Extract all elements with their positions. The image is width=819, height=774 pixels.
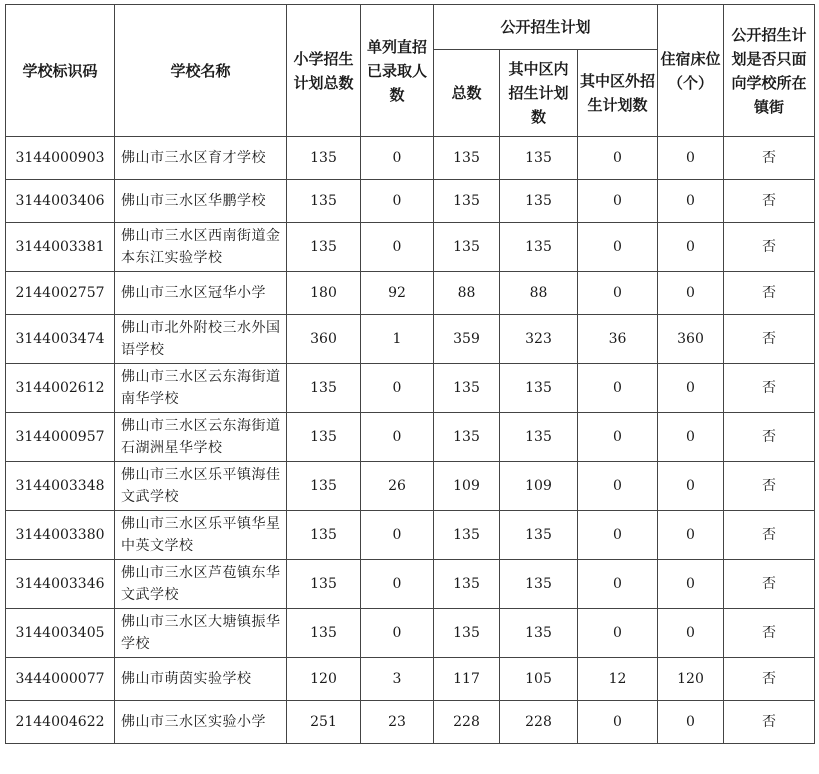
cell-out-district: 12 [578, 658, 658, 701]
cell-school-name: 佛山市三水区实验小学 [115, 701, 287, 744]
table-body [6, 137, 815, 744]
table-row [6, 609, 815, 658]
header-public-total: 总数 [434, 50, 500, 137]
cell-total-plan: 180 [287, 272, 361, 315]
cell-public-total: 135 [434, 511, 500, 560]
cell-total-plan: 251 [287, 701, 361, 744]
cell-town-only: 否 [724, 462, 815, 511]
cell-school-code: 3144003405 [6, 609, 115, 658]
table-row [6, 315, 815, 364]
cell-total-plan: 135 [287, 511, 361, 560]
cell-total-plan: 360 [287, 315, 361, 364]
cell-direct-admitted: 23 [361, 701, 434, 744]
cell-total-plan: 135 [287, 223, 361, 272]
cell-town-only: 否 [724, 223, 815, 272]
cell-town-only: 否 [724, 137, 815, 180]
cell-dorm-beds: 0 [658, 701, 724, 744]
cell-school-name: 佛山市北外附校三水外国语学校 [115, 315, 287, 364]
cell-school-code: 3144003348 [6, 462, 115, 511]
cell-public-total: 135 [434, 223, 500, 272]
header-in-district: 其中区内招生计划数 [500, 50, 578, 137]
cell-school-code: 3144003474 [6, 315, 115, 364]
cell-town-only: 否 [724, 413, 815, 462]
cell-out-district: 0 [578, 364, 658, 413]
cell-town-only: 否 [724, 560, 815, 609]
cell-total-plan: 135 [287, 180, 361, 223]
cell-direct-admitted: 26 [361, 462, 434, 511]
cell-out-district: 0 [578, 560, 658, 609]
table-row [6, 223, 815, 272]
cell-town-only: 否 [724, 180, 815, 223]
cell-out-district: 36 [578, 315, 658, 364]
table-row [6, 560, 815, 609]
table-row [6, 137, 815, 180]
cell-public-total: 135 [434, 609, 500, 658]
cell-school-code: 2144002757 [6, 272, 115, 315]
cell-town-only: 否 [724, 364, 815, 413]
cell-public-total: 135 [434, 180, 500, 223]
cell-school-name: 佛山市三水区华鹏学校 [115, 180, 287, 223]
cell-in-district: 323 [500, 315, 578, 364]
cell-public-total: 228 [434, 701, 500, 744]
cell-out-district: 0 [578, 180, 658, 223]
cell-out-district: 0 [578, 137, 658, 180]
cell-in-district: 135 [500, 364, 578, 413]
cell-in-district: 135 [500, 560, 578, 609]
cell-dorm-beds: 0 [658, 180, 724, 223]
cell-public-total: 359 [434, 315, 500, 364]
table-row [6, 462, 815, 511]
cell-direct-admitted: 0 [361, 511, 434, 560]
cell-town-only: 否 [724, 609, 815, 658]
cell-direct-admitted: 0 [361, 413, 434, 462]
cell-in-district: 135 [500, 137, 578, 180]
header-total-plan: 小学招生计划总数 [287, 5, 361, 137]
cell-direct-admitted: 0 [361, 137, 434, 180]
cell-school-code: 3444000077 [6, 658, 115, 701]
cell-total-plan: 135 [287, 560, 361, 609]
cell-dorm-beds: 120 [658, 658, 724, 701]
cell-out-district: 0 [578, 272, 658, 315]
cell-dorm-beds: 360 [658, 315, 724, 364]
cell-out-district: 0 [578, 413, 658, 462]
cell-in-district: 135 [500, 609, 578, 658]
cell-direct-admitted: 92 [361, 272, 434, 315]
table-row [6, 701, 815, 744]
cell-school-name: 佛山市三水区乐平镇华星中英文学校 [115, 511, 287, 560]
table-row [6, 180, 815, 223]
header-school-code: 学校标识码 [6, 5, 115, 137]
cell-dorm-beds: 0 [658, 223, 724, 272]
cell-dorm-beds: 0 [658, 413, 724, 462]
cell-direct-admitted: 0 [361, 560, 434, 609]
header-school-name: 学校名称 [115, 5, 287, 137]
cell-public-total: 117 [434, 658, 500, 701]
header-out-district: 其中区外招生计划数 [578, 50, 658, 137]
enrollment-plan-table [5, 4, 815, 744]
cell-dorm-beds: 0 [658, 609, 724, 658]
cell-school-name: 佛山市三水区云东海街道石湖洲星华学校 [115, 413, 287, 462]
cell-out-district: 0 [578, 701, 658, 744]
cell-school-code: 3144000903 [6, 137, 115, 180]
cell-school-code: 2144004622 [6, 701, 115, 744]
cell-in-district: 88 [500, 272, 578, 315]
cell-school-name: 佛山市三水区育才学校 [115, 137, 287, 180]
cell-dorm-beds: 0 [658, 560, 724, 609]
header-public-plan-group: 公开招生计划 [434, 5, 658, 50]
cell-out-district: 0 [578, 511, 658, 560]
cell-town-only: 否 [724, 701, 815, 744]
cell-direct-admitted: 3 [361, 658, 434, 701]
cell-direct-admitted: 0 [361, 223, 434, 272]
cell-town-only: 否 [724, 272, 815, 315]
cell-out-district: 0 [578, 462, 658, 511]
table-row [6, 511, 815, 560]
cell-town-only: 否 [724, 315, 815, 364]
cell-dorm-beds: 0 [658, 462, 724, 511]
cell-public-total: 135 [434, 560, 500, 609]
cell-direct-admitted: 0 [361, 609, 434, 658]
cell-public-total: 135 [434, 364, 500, 413]
cell-public-total: 88 [434, 272, 500, 315]
table-row [6, 272, 815, 315]
cell-direct-admitted: 0 [361, 180, 434, 223]
header-town-only: 公开招生计划是否只面向学校所在镇街 [724, 5, 815, 137]
cell-in-district: 135 [500, 223, 578, 272]
cell-total-plan: 135 [287, 364, 361, 413]
cell-school-code: 3144003406 [6, 180, 115, 223]
cell-public-total: 135 [434, 137, 500, 180]
cell-in-district: 135 [500, 180, 578, 223]
cell-school-code: 3144003381 [6, 223, 115, 272]
cell-out-district: 0 [578, 609, 658, 658]
cell-total-plan: 135 [287, 137, 361, 180]
cell-school-name: 佛山市三水区西南街道金本东江实验学校 [115, 223, 287, 272]
cell-in-district: 109 [500, 462, 578, 511]
cell-dorm-beds: 0 [658, 511, 724, 560]
header-dorm-beds: 住宿床位（个） [658, 5, 724, 137]
cell-direct-admitted: 1 [361, 315, 434, 364]
cell-school-code: 3144003380 [6, 511, 115, 560]
table-header [6, 5, 815, 137]
cell-town-only: 否 [724, 658, 815, 701]
cell-school-name: 佛山市三水区芦苞镇东华文武学校 [115, 560, 287, 609]
cell-total-plan: 120 [287, 658, 361, 701]
cell-in-district: 135 [500, 413, 578, 462]
cell-in-district: 135 [500, 511, 578, 560]
cell-out-district: 0 [578, 223, 658, 272]
cell-dorm-beds: 0 [658, 364, 724, 413]
cell-public-total: 135 [434, 413, 500, 462]
table-row [6, 413, 815, 462]
cell-total-plan: 135 [287, 609, 361, 658]
cell-school-name: 佛山市萌茵实验学校 [115, 658, 287, 701]
cell-school-code: 3144003346 [6, 560, 115, 609]
table-row [6, 364, 815, 413]
cell-dorm-beds: 0 [658, 272, 724, 315]
cell-school-name: 佛山市三水区冠华小学 [115, 272, 287, 315]
header-direct-admitted: 单列直招已录取人数 [361, 5, 434, 137]
table-row [6, 658, 815, 701]
cell-direct-admitted: 0 [361, 364, 434, 413]
cell-school-code: 3144000957 [6, 413, 115, 462]
cell-total-plan: 135 [287, 413, 361, 462]
cell-in-district: 105 [500, 658, 578, 701]
cell-town-only: 否 [724, 511, 815, 560]
cell-dorm-beds: 0 [658, 137, 724, 180]
cell-school-code: 3144002612 [6, 364, 115, 413]
cell-total-plan: 135 [287, 462, 361, 511]
cell-public-total: 109 [434, 462, 500, 511]
cell-school-name: 佛山市三水区云东海街道南华学校 [115, 364, 287, 413]
cell-school-name: 佛山市三水区大塘镇振华学校 [115, 609, 287, 658]
cell-in-district: 228 [500, 701, 578, 744]
cell-school-name: 佛山市三水区乐平镇海佳文武学校 [115, 462, 287, 511]
